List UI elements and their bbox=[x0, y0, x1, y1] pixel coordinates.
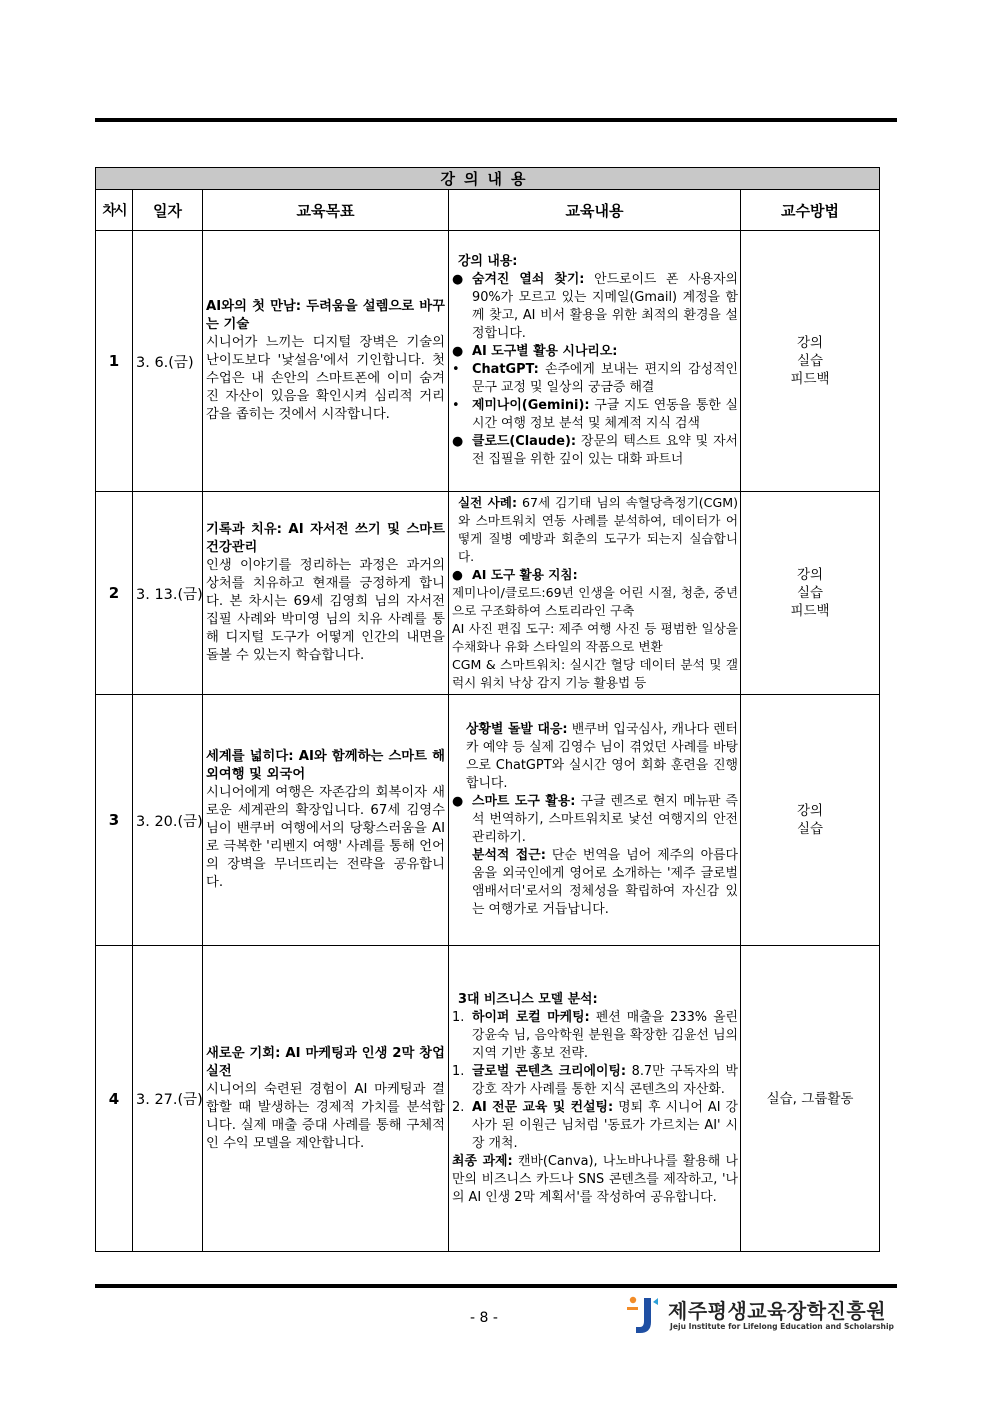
item-title: AI 도구 활용 지침: bbox=[472, 567, 578, 582]
item-title: 최종 과제: bbox=[452, 1153, 513, 1169]
item-body: 안드로이드 폰 사용자의 90%가 모르고 있는 지메일(Gmail) 계정을 함께 찾고, AI 비서 활용을 위한 최적의 환경을 설정합니다. bbox=[472, 272, 738, 341]
session-goal bbox=[203, 492, 449, 695]
item-title: 클로드(Claude): bbox=[472, 434, 577, 449]
item-body: 구글 지도 연동을 통한 실시간 여행 정보 분석 및 체계적 지식 검색 bbox=[472, 398, 738, 431]
session-method bbox=[741, 492, 880, 695]
page-number: - 8 - bbox=[470, 1310, 498, 1326]
method-line: 피드백 bbox=[790, 603, 830, 619]
session-content bbox=[449, 695, 741, 946]
bullet-icon: ● bbox=[452, 794, 464, 809]
list-item bbox=[452, 361, 738, 397]
item-body: 8.7만 구독자의 박강호 작가 사례를 통한 지식 콘텐츠의 자산화. bbox=[472, 1063, 738, 1097]
method-line: 실습, 그룹활동 bbox=[766, 1090, 854, 1107]
method-line: 강의 bbox=[796, 803, 824, 819]
header-session: 차시 bbox=[96, 190, 133, 231]
method-line: 실습 bbox=[796, 353, 824, 369]
content-heading: 3대 비즈니스 모델 분석: bbox=[458, 991, 598, 1007]
method-line: 피드백 bbox=[790, 371, 830, 387]
item-title: 글로벌 콘텐츠 크리에이팅: bbox=[472, 1063, 627, 1079]
header-row bbox=[96, 190, 880, 231]
goal-body: 시니어가 느끼는 디지털 장벽은 기술의 난이도보다 '낯설음'에서 기인합니다. 첫 수업은 내 손안의 스마트폰에 이미 숨겨진 자산이 있음을 확인시켜 심리적 거리감을 좁히는 것에서 시작합니다. bbox=[206, 335, 445, 422]
goal-title: 세계를 넓히다: AI와 함께하는 스마트 해외여행 및 외국어 bbox=[206, 749, 445, 782]
session-method bbox=[741, 695, 880, 946]
bullet-icon: ● bbox=[452, 434, 464, 449]
item-title: ChatGPT: bbox=[472, 362, 539, 377]
list-item bbox=[452, 721, 738, 793]
list-item bbox=[452, 397, 738, 433]
list-item bbox=[452, 566, 738, 584]
list-item bbox=[452, 1153, 738, 1207]
item-title: 하이퍼 로컬 마케팅: bbox=[472, 1009, 590, 1025]
org-name-english: Jeju Institute for Lifelong Education and Scholarship bbox=[670, 1322, 894, 1331]
table-row bbox=[96, 231, 880, 492]
method-line: 강의 bbox=[796, 567, 824, 583]
session-date: 3. 6.(금) bbox=[133, 231, 203, 492]
top-rule bbox=[95, 118, 897, 122]
goal-body: 시니어에게 여행은 자존감의 회복이자 새로운 세계관의 확장입니다. 67세 김영수 님이 밴쿠버 여행에서의 당황스러움을 AI로 극복한 '리벤지 여행' 사례를 통해 언어의 장벽을 무너뜨리는 전략을 공유합니다. bbox=[206, 785, 445, 890]
item-title: 숨겨진 열쇠 찾기: bbox=[472, 272, 585, 287]
item-title: 제미나이(Gemini): bbox=[472, 398, 590, 413]
list-item bbox=[452, 433, 738, 469]
table-row bbox=[96, 946, 880, 1252]
item-body: 명퇴 후 시니어 AI 강사가 된 이원근 님처럼 '동료가 가르치는 AI' 시장 개척. bbox=[472, 1099, 738, 1151]
session-number: 4 bbox=[96, 946, 133, 1252]
goal-title: 새로운 기회: AI 마케팅과 인생 2막 창업 실전 bbox=[206, 1045, 445, 1079]
list-item bbox=[452, 343, 738, 361]
session-goal bbox=[203, 231, 449, 492]
header-method: 교수방법 bbox=[741, 190, 880, 231]
list-number: 2. bbox=[452, 1099, 465, 1115]
item-title: 분석적 접근: bbox=[472, 848, 546, 863]
session-method bbox=[741, 946, 880, 1252]
item-body: 펜션 매출을 233% 올린 강윤숙 님, 음악학원 분원을 확장한 김윤선 님의 지역 기반 홍보 전략. bbox=[472, 1009, 738, 1061]
logo-mark-icon bbox=[624, 1294, 660, 1336]
table-row bbox=[96, 492, 880, 695]
item-title: AI 도구별 활용 시나리오: bbox=[472, 344, 618, 359]
goal-title: AI와의 첫 만남: 두려움을 설렘으로 바꾸는 기술 bbox=[206, 299, 445, 332]
table-title: 강의내용 bbox=[96, 168, 880, 190]
session-content bbox=[449, 231, 741, 492]
item-title: 실전 사례: bbox=[458, 495, 518, 510]
item-body: 단순 번역을 넘어 제주의 아름다움을 외국인에게 영어로 소개하는 '제주 글로벌 앰배서더'로서의 정체성을 확립하여 자신감 있는 여행가로 거듭납니다. bbox=[472, 848, 738, 917]
header-date: 일자 bbox=[133, 190, 203, 231]
item-title: 스마트 도구 활용: bbox=[472, 794, 576, 809]
dot-icon: • bbox=[452, 362, 460, 377]
bullet-icon: ● bbox=[452, 567, 463, 582]
table-row bbox=[96, 695, 880, 946]
content-heading: 강의 내용: bbox=[458, 254, 518, 269]
session-content bbox=[449, 492, 741, 695]
item-title: 상황별 돌발 대응: bbox=[466, 722, 568, 737]
goal-title: 기록과 치유: AI 자서전 쓰기 및 스마트 건강관리 bbox=[206, 522, 445, 555]
item-body: 캔바(Canva), 나노바나나를 활용해 나만의 비즈니스 카드나 SNS 콘텐츠를 제작하고, '나의 AI 인생 2막 계획서'를 작성하여 공유합니다. bbox=[452, 1153, 739, 1205]
list-item bbox=[452, 847, 738, 919]
item-body: 밴쿠버 입국심사, 캐나다 렌터카 예약 등 실제 김영수 님이 겪었던 사례를 바탕으로 ChatGPT와 실시간 영어 회화 훈련을 진행합니다. bbox=[466, 722, 738, 791]
item-body: 구글 렌즈로 현지 메뉴판 즉석 번역하기, 스마트워치로 낯선 여행지의 안전 관리하기. bbox=[472, 794, 739, 845]
session-date: 3. 27.(금) bbox=[133, 946, 203, 1252]
list-item bbox=[452, 1063, 738, 1099]
method-line: 강의 bbox=[796, 335, 824, 351]
item-body: 손주에게 보내는 편지의 감성적인 문구 교정 및 일상의 궁금증 해결 bbox=[472, 362, 738, 395]
list-item bbox=[452, 1099, 738, 1153]
session-date: 3. 13.(금) bbox=[133, 492, 203, 695]
list-item bbox=[452, 1009, 738, 1063]
session-method bbox=[741, 231, 880, 492]
session-number: 3 bbox=[96, 695, 133, 946]
dot-icon: • bbox=[452, 398, 460, 413]
bottom-rule bbox=[95, 1284, 897, 1288]
method-line: 실습 bbox=[796, 585, 824, 601]
session-number: 2 bbox=[96, 492, 133, 695]
session-goal bbox=[203, 946, 449, 1252]
session-number: 1 bbox=[96, 231, 133, 492]
list-item: 제미나이/클로드:69년 인생을 어린 시절, 청춘, 중년으로 구조화하여 스토리라인 구축 bbox=[452, 585, 738, 618]
bullet-icon: ● bbox=[452, 344, 464, 359]
item-body: 장문의 텍스트 요약 및 자서전 집필을 위한 깊이 있는 대화 파트너 bbox=[472, 434, 738, 467]
header-content: 교육내용 bbox=[449, 190, 741, 231]
goal-body: 시니어의 숙련된 경험이 AI 마케팅과 결합할 때 발생하는 경제적 가치를 분석합니다. 실제 매출 증대 사례를 통해 구체적인 수익 모델을 제안합니다. bbox=[206, 1081, 445, 1151]
list-item: AI 사진 편집 도구: 제주 여행 사진 등 평범한 일상을 수채화나 유화 스타일의 작품으로 변환 bbox=[452, 621, 738, 654]
list-item bbox=[452, 271, 738, 343]
goal-body: 인생 이야기를 정리하는 과정은 과거의 상처를 치유하고 현재를 긍정하게 합니다. 본 차시는 69세 김영희 님의 자서전 집필 사례와 박미영 님의 치유 사례를 통해 디지털 도구가 어떻게 인간의 내면을 돌볼 수 있는지 학습합니다. bbox=[206, 558, 445, 663]
header-goal: 교육목표 bbox=[203, 190, 449, 231]
session-date: 3. 20.(금) bbox=[133, 695, 203, 946]
lecture-table bbox=[95, 167, 880, 1252]
item-title: AI 전문 교육 및 컨설팅: bbox=[472, 1099, 614, 1115]
session-goal bbox=[203, 695, 449, 946]
list-number: 1. bbox=[452, 1063, 465, 1079]
item-body: 67세 김기태 님의 속혈당측정기(CGM)와 스마트워치 연동 사례를 분석하여, 데이터가 어떻게 질병 예방과 회춘의 도구가 되는지 실습합니다. bbox=[458, 495, 738, 564]
list-item bbox=[452, 494, 738, 566]
list-item bbox=[452, 793, 738, 847]
bullet-icon: ● bbox=[452, 272, 464, 287]
list-number: 1. bbox=[452, 1009, 465, 1025]
session-content bbox=[449, 946, 741, 1252]
org-name-korean: 제주평생교육장학진흥원 bbox=[668, 1299, 887, 1323]
org-logo bbox=[624, 1294, 896, 1338]
list-item: CGM & 스마트워치: 실시간 혈당 데이터 분석 및 갤럭시 워치 낙상 감지 기능 활용법 등 bbox=[452, 657, 738, 690]
method-line: 실습 bbox=[796, 821, 824, 837]
